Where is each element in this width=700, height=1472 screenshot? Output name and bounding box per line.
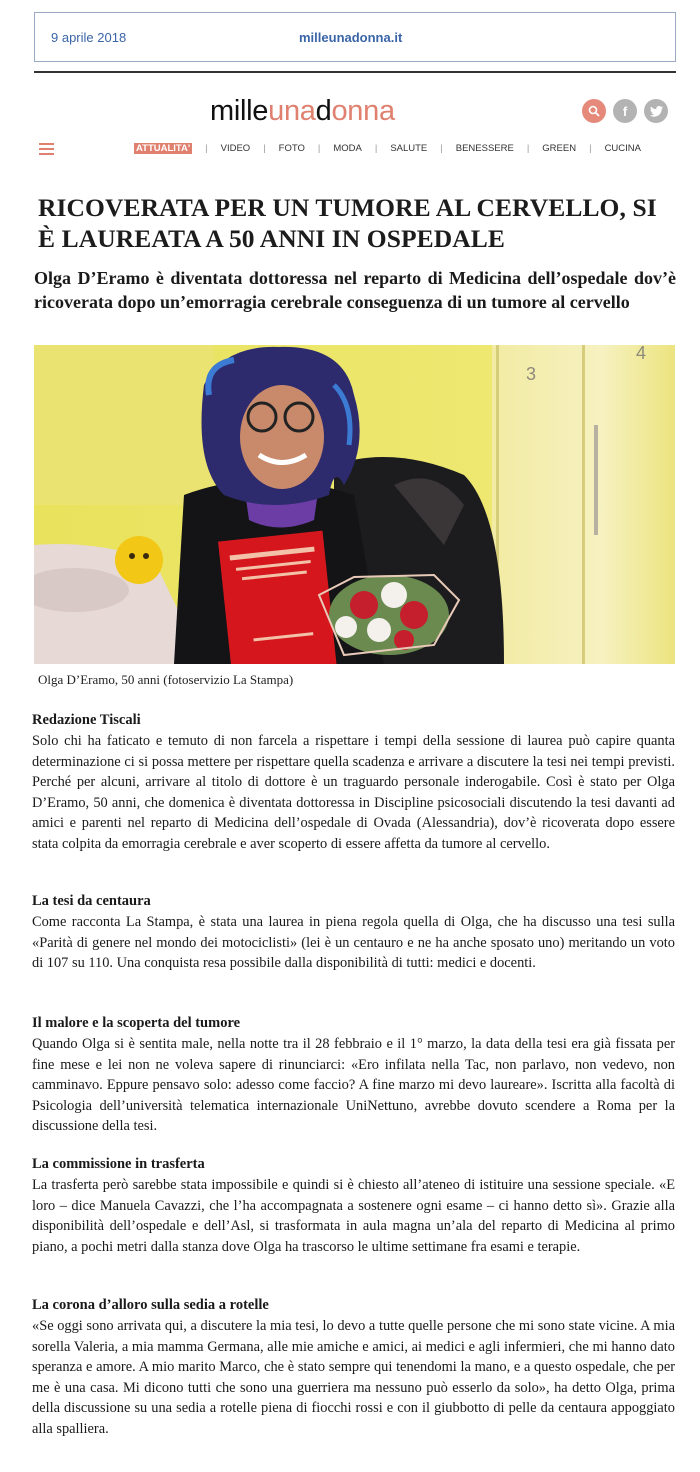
photo-caption: Olga D’Eramo, 50 anni (fotoservizio La Stampa) [38,672,294,687]
facebook-icon[interactable]: f [613,99,637,123]
cabinet-number-3: 3 [526,364,537,384]
nav-separator: | [263,143,266,154]
nav-separator: | [317,143,321,154]
cabinet-number-4: 4 [636,345,647,363]
nav-item-cucina[interactable]: CUCINA [604,143,641,154]
nav-item-salute[interactable]: SALUTE [390,143,428,154]
article-date: 9 aprile 2018 [51,30,127,45]
section-text-commissione: La trasferta però sarebbe stata impossibile e quindi si è chiesto all’ateneo di istituire una sessione speciale. «E loro – dice Manuela Cavazzi, che l’ha accompagnata a sostenere ogni esame – ci hanno detto sì». Grazie alla disponibilità dell’ospedale e dell’Asl, si trasformata in aula magna un’ala del reparto di Medicina al primo piano, a pochi metri dalla stanza dove Olga ha trascorso le ultime settimane fra esami e terapie. [32,1177,675,1255]
article-photo [34,345,675,664]
logo-part-d: d [315,95,332,127]
hamburger-menu-icon[interactable] [39,143,54,155]
logo-part-onna: onna [331,95,395,127]
nav-item-moda[interactable]: MODA [333,143,362,154]
section-text-malore: Quando Olga si è sentita male, nella notte tra il 28 febbraio e il 1° marzo, la data della tesi era già fissata per fine mese e lei non ne voleva sapere di rinunciarci: «Ero infilata nella Tac, non parlavo, non vedevo, non camminavo. Eppure pensavo solo: adesso come faccio? A fine marzo mi devo laureare». Iscritta alla facoltà di Psicologia dell’università telematica internazionale UniNettuno, avrebbe dovuto scendere a Roma per la discussione della tesi. [32,1036,675,1135]
section-title-redazione: Redazione Tiscali [32,712,141,728]
nav-item-foto[interactable]: FOTO [278,143,305,154]
site-logo[interactable] [210,93,395,129]
nav-separator: | [205,143,208,154]
logo-part-una: una [268,95,316,127]
section-title-commissione: La commissione in trasferta [32,1156,205,1172]
section-text-tesi: Come racconta La Stampa, è stata una laurea in piena regola quella di Olga, che ha discusso una tesi sulla «Parità di genere nel mondo dei motociclisti» (lei è un centauro e ne ha anche sposato uno) meritando un voto di 107 su 110. Una conquista resa possibile dalla disponibilità di tutti: medici e docenti. [32,914,675,972]
section-title-corona: La corona d’alloro sulla sedia a rotelle [32,1297,269,1313]
nav-separator: | [374,143,378,154]
nav-item-green[interactable]: GREEN [542,143,577,154]
section-title-tesi: La tesi da centaura [32,893,151,909]
article-subtitle: Olga D’Eramo è diventata dottoressa nel reparto di Medicina dell’ospedale dov’è ricoverata dopo un’emorragia cerebrale conseguenza di un tumore al cervello [34,268,676,312]
nav-separator: | [589,143,592,154]
nav-separator: | [526,143,530,154]
logo-part-mille: mille [210,95,269,127]
nav-item-video[interactable]: VIDEO [220,143,251,154]
twitter-icon[interactable] [644,99,668,123]
nav-item-benessere[interactable]: BENESSERE [455,143,514,154]
section-title-malore: Il malore e la scoperta del tumore [32,1015,241,1031]
section-text-redazione: Solo chi ha faticato e temuto di non farcela a rispettare i tempi della sessione di laurea può capire quanta determinazione ci si possa mettere per rispettare quella scadenza e arrivare a discutere la tesi nei tempi previsti. Perché per alcuni, arrivare al titolo di dottore è un traguardo personale inderogabile. Così è stato per Olga D’Eramo, 50 anni, che domenica è diventata dottoressa in Discipline psicosociali discutendo la tesi davanti ad amici e parenti nel reparto di Medicina dell’ospedale di Ovada (Alessandria), dov’è ricoverata dopo essere stata colpita da emorragia cerebrale e aver scoperto di essere affetta da tumore al cervello. [32,733,675,852]
date-site-bar [34,12,676,62]
main-navigation [134,143,641,154]
article-title: RICOVERATA PER UN TUMORE AL CERVELLO, SI È LAUREATA A 50 ANNI IN OSPEDALE [38,193,657,253]
site-name-link[interactable]: milleunadonna.it [299,30,403,45]
section-text-corona: «Se oggi sono arrivata qui, a discutere la mia tesi, lo devo a tutte quelle persone che mi sono state vicine. A mia sorella Valeria, a mia mamma Germana, alle mie amiche e amici, ai medici e agli infermieri, che mi hanno dato speranza e amore. A mio marito Marco, che è stato sempre qui tenendomi la mano, e a questo ospedale, che per me è una casa. Mi dicono tutti che sono una guerriera ma nessuno può esserlo da solo», ha detto Olga, prima della discussione su una sedia a rotelle piena di fiocchi rossi e con il giubbotto di pelle da centaura appoggiato alla spalliera. [32,1318,675,1437]
search-icon[interactable] [582,99,606,123]
header-divider [34,71,676,73]
nav-separator: | [440,143,443,154]
nav-item-attualita[interactable]: ATTUALITA' [136,143,191,154]
